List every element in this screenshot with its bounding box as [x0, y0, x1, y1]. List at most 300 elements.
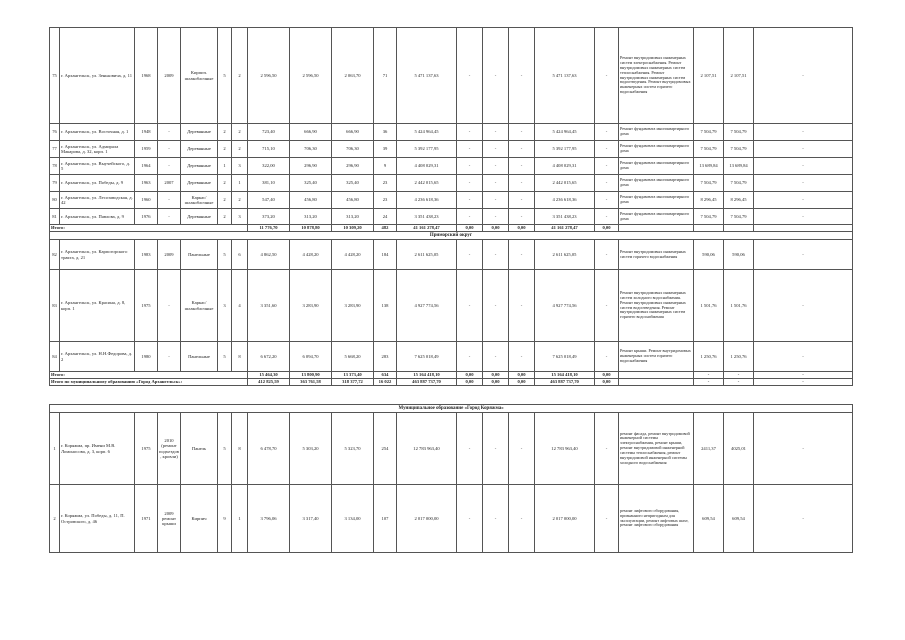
cell-fl: 9	[218, 485, 232, 553]
cell-tot: 5 392 177,95	[397, 141, 457, 158]
cell-mb: -	[509, 240, 535, 270]
table-row	[50, 270, 853, 342]
cell-ppl: 24	[374, 209, 397, 225]
cell-y2: -	[158, 342, 181, 372]
table-row	[50, 28, 853, 124]
cell-c3: -	[754, 270, 853, 342]
total-label: Итого:	[50, 372, 248, 379]
grand-total-row	[50, 379, 853, 386]
cell-ppl: 71	[374, 28, 397, 124]
grand-owners: 463 887 737,70	[535, 379, 595, 386]
cell-s2: 4 428,20	[290, 240, 332, 270]
cell-c2: 1 501,76	[724, 270, 754, 342]
cell-y2: -	[158, 270, 181, 342]
cell-own: 7 625 018,49	[535, 342, 595, 372]
cell-addr: г. Архангельск, ул. Лесозаводская, д. 42	[60, 192, 135, 209]
cell-works: Ремонт фундамента многоквартирного дома	[619, 124, 694, 141]
cell-own: 3 351 438,23	[535, 209, 595, 225]
total-cost-limit-3: -	[754, 372, 853, 379]
cell-oth: -	[595, 141, 619, 158]
cell-tot: 12 783 963,40	[397, 413, 457, 485]
cell-wall: Деревянные	[181, 209, 218, 225]
grand-total-label: Итого по муниципальному образованию «Город Архангельск»:	[50, 379, 248, 386]
cell-c3: -	[754, 342, 853, 372]
grand-municipal: 0,00	[509, 379, 535, 386]
cell-mb: -	[509, 342, 535, 372]
cell-c2: 7 504,79	[724, 124, 754, 141]
cell-works: Ремонт внутридомовых инженерных систем холодного водоснабжения. Ремонт внутридомовых инженерных систем водоотведения. Ремонт внутридомовых инженерных систем горячего водоснабжения	[619, 270, 694, 342]
total-other: 0,00	[595, 372, 619, 379]
cell-y1: 1975	[135, 270, 158, 342]
cell-works: Ремонт фундамента многоквартирного дома	[619, 192, 694, 209]
cell-c2: 2 107,51	[724, 28, 754, 124]
cell-c1: 1 501,76	[694, 270, 724, 342]
total-area-3: 10 309,20	[332, 225, 374, 232]
cell-addr: г. Коряжма, пр. Имени М.В. Ломоносова, д. 3, корп. 6	[60, 413, 135, 485]
cell-own: 12 783 963,40	[535, 413, 595, 485]
total-residents: 634	[374, 372, 397, 379]
cell-own: 5 424 964,45	[535, 124, 595, 141]
table-row	[50, 124, 853, 141]
total-federal: 0,00	[457, 372, 483, 379]
cell-s3: 456,80	[332, 192, 374, 209]
cell-own: 2 442 015,65	[535, 175, 595, 192]
cell-oth: -	[595, 124, 619, 141]
cell-n: 83	[50, 270, 60, 342]
cell-oth: -	[595, 209, 619, 225]
cell-s1: 381,10	[248, 175, 290, 192]
cell-oth: -	[595, 240, 619, 270]
cell-works: ремонт лифтового оборудования, признанного непригодным для эксплуатации, ремонт лифтовых шахт, ремонт лифтового оборудования	[619, 485, 694, 553]
cell-n: 1	[50, 413, 60, 485]
cell-works: Ремонт фундамента многоквартирного дома	[619, 175, 694, 192]
grand-cost: 463 887 737,70	[397, 379, 457, 386]
cell-addr: г. Архангельск, ул. Зеньковича, д. 11	[60, 28, 135, 124]
cell-oth: -	[595, 192, 619, 209]
cell-en: 6	[232, 240, 248, 270]
register-table-koryazhma	[49, 404, 853, 553]
table-row	[50, 175, 853, 192]
cell-s3: 5 323,70	[332, 413, 374, 485]
cell-c2: 590,06	[724, 240, 754, 270]
total-area-2: 10 878,80	[290, 225, 332, 232]
cell-c3: -	[754, 209, 853, 225]
cell-addr: г. Архангельск, ул. Карпогорского тракта, д. 21	[60, 240, 135, 270]
cell-c2: 609,54	[724, 485, 754, 553]
cell-y2: -	[158, 124, 181, 141]
cell-oth: -	[595, 175, 619, 192]
cell-y1: 1983	[135, 240, 158, 270]
cell-wall: Панельные	[181, 240, 218, 270]
cell-en: 2	[232, 141, 248, 158]
grand-cost-limit-1: -	[694, 379, 724, 386]
cell-n: 75	[50, 28, 60, 124]
cell-c1: 2 107,51	[694, 28, 724, 124]
cell-wall: Каркас/ шлакоблочные	[181, 270, 218, 342]
cell-s3: 296,90	[332, 158, 374, 175]
cell-y1: 1975	[135, 413, 158, 485]
cell-c3: -	[754, 192, 853, 209]
cell-mb: -	[509, 28, 535, 124]
grand-residents: 16 022	[374, 379, 397, 386]
total-cost: 41 161 278,47	[397, 225, 457, 232]
cell-works: ремонт фасада, ремонт внутридомовой инженерной системы электроснабжения, ремонт крыши, ремонт внутридомовой инженерной системы теплоснабжения, ремонт внутридомовой инженерной системы холодного водоснабжения	[619, 413, 694, 485]
table-row	[50, 342, 853, 372]
cell-wall: Кирпич	[181, 485, 218, 553]
table-row	[50, 192, 853, 209]
total-other: 0,00	[595, 225, 619, 232]
cell-tot: 2 017 000,00	[397, 485, 457, 553]
cell-fl: 2	[218, 124, 232, 141]
total-label: Итого:	[50, 225, 248, 232]
total-residents: 482	[374, 225, 397, 232]
cell-n: 79	[50, 175, 60, 192]
total-owners: 15 164 418,10	[535, 372, 595, 379]
cell-fb: -	[457, 209, 483, 225]
cell-fb: -	[457, 270, 483, 342]
cell-mb: -	[509, 175, 535, 192]
cell-rb: -	[483, 28, 509, 124]
cell-c1: 1 250,76	[694, 342, 724, 372]
cell-wall: Каркас/ шлакоблочные	[181, 192, 218, 209]
cell-addr: г. Архангельск, ул. Восточная, д. 1	[60, 124, 135, 141]
total-cost-limit-1: -	[694, 372, 724, 379]
cell-works: Ремонт внутридомовых инженерных систем горячего водоснабжения	[619, 240, 694, 270]
cell-n: 84	[50, 342, 60, 372]
cell-en: 2	[232, 192, 248, 209]
grand-area-3: 318 377,72	[332, 379, 374, 386]
cell-fb: -	[457, 28, 483, 124]
cell-s1: 373,20	[248, 209, 290, 225]
cell-mb: -	[509, 485, 535, 553]
cell-s2: 3 317,40	[290, 485, 332, 553]
cell-s2: 5 303,20	[290, 413, 332, 485]
cell-s3: 313,20	[332, 209, 374, 225]
cell-c2: 1 250,76	[724, 342, 754, 372]
total-regional: 0,00	[483, 225, 509, 232]
cell-works: Ремонт фундамента многоквартирного дома	[619, 141, 694, 158]
cell-y1: 1959	[135, 141, 158, 158]
total-row-1	[50, 225, 853, 232]
table-row	[50, 485, 853, 553]
cell-works: Ремонт фундамента многоквартирного дома	[619, 158, 694, 175]
cell-y2: 2009	[158, 28, 181, 124]
cell-rb: -	[483, 158, 509, 175]
cell-rb: -	[483, 485, 509, 553]
cell-c2: 7 504,79	[724, 141, 754, 158]
cell-tot: 5 471 137,63	[397, 28, 457, 124]
cell-fb: -	[457, 342, 483, 372]
total-owners: 41 161 278,47	[535, 225, 595, 232]
cell-ppl: 283	[374, 342, 397, 372]
cell-fb: -	[457, 485, 483, 553]
cell-y1: 1963	[135, 175, 158, 192]
cell-own: 4 408 029,31	[535, 158, 595, 175]
cell-y1: 1964	[135, 158, 158, 175]
cell-tot: 2 611 625,05	[397, 240, 457, 270]
total-cost-limit-2: -	[724, 372, 754, 379]
cell-ppl: 23	[374, 192, 397, 209]
cell-fl: 2	[218, 141, 232, 158]
cell-c1: 13 689,84	[694, 158, 724, 175]
total-cost: 15 164 418,10	[397, 372, 457, 379]
cell-mb: -	[509, 124, 535, 141]
cell-c3: -	[754, 141, 853, 158]
cell-tot: 4 236 618,36	[397, 192, 457, 209]
cell-s2: 3 283,90	[290, 270, 332, 342]
cell-c1: 609,54	[694, 485, 724, 553]
grand-cost-limit-3: -	[754, 379, 853, 386]
total-regional: 0,00	[483, 372, 509, 379]
cell-mb: -	[509, 158, 535, 175]
cell-c2: 7 504,79	[724, 209, 754, 225]
cell-addr: г. Архангельск, ул. Н.Н.Федорова, д. 2	[60, 342, 135, 372]
cell-y1: 1971	[135, 485, 158, 553]
cell-en: 1	[232, 485, 248, 553]
cell-c3: -	[754, 413, 853, 485]
register-table-main	[49, 27, 853, 386]
cell-addr: г. Коряжма, ул. Победы, д. 11, П. Островского, д. 46	[60, 485, 135, 553]
cell-c1: 7 504,79	[694, 209, 724, 225]
table-row	[50, 413, 853, 485]
cell-works: Ремонт фундамента многоквартирного дома	[619, 209, 694, 225]
cell-rb: -	[483, 240, 509, 270]
cell-fl: 2	[218, 175, 232, 192]
cell-s2: 6 094,70	[290, 342, 332, 372]
cell-y2: -	[158, 192, 181, 209]
cell-ppl: 39	[374, 141, 397, 158]
cell-s1: 2 596,50	[248, 28, 290, 124]
cell-oth: -	[595, 270, 619, 342]
cell-s3: 666,90	[332, 124, 374, 141]
cell-s1: 547,40	[248, 192, 290, 209]
section-title: Муниципальное образование «Город Коряжма»	[50, 405, 853, 413]
cell-y1: 1968	[135, 28, 158, 124]
cell-oth: -	[595, 158, 619, 175]
cell-oth: -	[595, 342, 619, 372]
cell-s2: 325,40	[290, 175, 332, 192]
cell-c2: 13 689,84	[724, 158, 754, 175]
cell-addr: г. Архангельск, ул. Победы, д. 9	[60, 175, 135, 192]
cell-y1: 1960	[135, 192, 158, 209]
cell-s2: 313,20	[290, 209, 332, 225]
cell-rb: -	[483, 342, 509, 372]
cell-addr: г. Архангельск, ул. Павлова, д. 9	[60, 209, 135, 225]
cell-y2: 2009	[158, 240, 181, 270]
cell-wall: Панель	[181, 413, 218, 485]
grand-cost-limit-2: -	[724, 379, 754, 386]
cell-tot: 3 351 438,23	[397, 209, 457, 225]
cell-s2: 2 596,50	[290, 28, 332, 124]
cell-y1: 1980	[135, 342, 158, 372]
total-area-2: 13 800,90	[290, 372, 332, 379]
cell-en: 2	[232, 28, 248, 124]
cell-s2: 296,90	[290, 158, 332, 175]
cell-s3: 3 283,90	[332, 270, 374, 342]
cell-own: 5 392 177,95	[535, 141, 595, 158]
cell-ppl: 138	[374, 270, 397, 342]
cell-fb: -	[457, 175, 483, 192]
cell-rb: -	[483, 192, 509, 209]
cell-c2: 4025,01	[724, 413, 754, 485]
cell-ppl: 254	[374, 413, 397, 485]
cell-s2: 666,90	[290, 124, 332, 141]
cell-c1: 7 504,79	[694, 175, 724, 192]
cell-c1: 2411,37	[694, 413, 724, 485]
cell-own: 4 927 774,56	[535, 270, 595, 342]
cell-y2: -	[158, 141, 181, 158]
total-municipal: 0,00	[509, 225, 535, 232]
cell-n: 82	[50, 240, 60, 270]
cell-tot: 2 442 015,65	[397, 175, 457, 192]
cell-s1: 6 478,70	[248, 413, 290, 485]
cell-addr: г. Архангельск, ул. Выучейского, д. 5	[60, 158, 135, 175]
table-row	[50, 141, 853, 158]
cell-fb: -	[457, 141, 483, 158]
total-municipal: 0,00	[509, 372, 535, 379]
cell-s1: 6 672,20	[248, 342, 290, 372]
cell-c2: 8 296,45	[724, 192, 754, 209]
cell-tot: 5 424 964,45	[397, 124, 457, 141]
cell-fl: 5	[218, 413, 232, 485]
cell-y1: 1976	[135, 209, 158, 225]
cell-wall: Деревянные	[181, 175, 218, 192]
cell-ppl: 23	[374, 175, 397, 192]
cell-tot: 7 625 018,49	[397, 342, 457, 372]
cell-fl: 1	[218, 158, 232, 175]
cell-own: 4 236 618,36	[535, 192, 595, 209]
cell-own: 2 611 625,05	[535, 240, 595, 270]
cell-c2: 7 504,79	[724, 175, 754, 192]
cell-c3: -	[754, 485, 853, 553]
cell-s2: 706,30	[290, 141, 332, 158]
cell-s1: 723,40	[248, 124, 290, 141]
cell-fb: -	[457, 192, 483, 209]
cell-en: 1	[232, 175, 248, 192]
grand-area-2: 363 761,58	[290, 379, 332, 386]
cell-tot: 4 408 029,31	[397, 158, 457, 175]
cell-en: 2	[232, 124, 248, 141]
cell-ppl: 9	[374, 158, 397, 175]
cell-own: 5 471 137,63	[535, 28, 595, 124]
cell-rb: -	[483, 209, 509, 225]
cell-fl: 5	[218, 342, 232, 372]
cell-s1: 322,00	[248, 158, 290, 175]
cell-oth: -	[595, 413, 619, 485]
cell-s1: 3 351,60	[248, 270, 290, 342]
cell-n: 81	[50, 209, 60, 225]
cell-mb: -	[509, 209, 535, 225]
cell-en: 8	[232, 413, 248, 485]
cell-n: 80	[50, 192, 60, 209]
cell-fl: 5	[218, 28, 232, 124]
cell-rb: -	[483, 270, 509, 342]
cell-en: 3	[232, 209, 248, 225]
cell-own: 2 017 000,00	[535, 485, 595, 553]
cell-s3: 4 428,20	[332, 240, 374, 270]
total-federal: 0,00	[457, 225, 483, 232]
section-row	[50, 232, 853, 240]
cell-s1: 715,10	[248, 141, 290, 158]
cell-rb: -	[483, 141, 509, 158]
table-row	[50, 209, 853, 225]
cell-fb: -	[457, 158, 483, 175]
grand-regional: 0,00	[483, 379, 509, 386]
cell-s3: 2 063,70	[332, 28, 374, 124]
cell-n: 2	[50, 485, 60, 553]
cell-works: Ремонт внутридомовых инженерных систем электроснабжения. Ремонт внутридомовых инженерных систем теплоснабжения. Ремонт внутридомовых инженерных систем водоотведения. Ремонт внутридомовых инженерных систем горячего водоснабжения	[619, 28, 694, 124]
cell-s3: 5 668,20	[332, 342, 374, 372]
cell-s3: 3 134,00	[332, 485, 374, 553]
grand-area-1: 412 825,59	[248, 379, 290, 386]
cell-s1: 3 796,06	[248, 485, 290, 553]
cell-y2: 2007	[158, 175, 181, 192]
cell-wall: Деревянные	[181, 141, 218, 158]
cell-wall: Кирпич. шлакоблочные	[181, 28, 218, 124]
table-row	[50, 158, 853, 175]
cell-addr: г. Архангельск, ул. Адмирала Макарова, д. 32, корп. 1	[60, 141, 135, 158]
cell-c3: -	[754, 158, 853, 175]
cell-mb: -	[509, 413, 535, 485]
cell-en: 3	[232, 158, 248, 175]
cell-fl: 3	[218, 270, 232, 342]
grand-federal: 0,00	[457, 379, 483, 386]
cell-c3: -	[754, 124, 853, 141]
cell-c1: 590,06	[694, 240, 724, 270]
cell-wall: Деревянные	[181, 158, 218, 175]
cell-fl: 5	[218, 240, 232, 270]
cell-s2: 456,80	[290, 192, 332, 209]
total-area-1: 15 464,30	[248, 372, 290, 379]
cell-ppl: 107	[374, 485, 397, 553]
cell-mb: -	[509, 270, 535, 342]
cell-wall: Панельные	[181, 342, 218, 372]
cell-n: 76	[50, 124, 60, 141]
cell-s1: 4 862,50	[248, 240, 290, 270]
cell-n: 77	[50, 141, 60, 158]
cell-c1: 8 296,45	[694, 192, 724, 209]
cell-fl: 2	[218, 192, 232, 209]
cell-addr: г. Архангельск, ул. Красина, д. 8, корп. 1	[60, 270, 135, 342]
cell-rb: -	[483, 413, 509, 485]
cell-c1: 7 504,79	[694, 141, 724, 158]
cell-wall: Деревянные	[181, 124, 218, 141]
cell-ppl: 36	[374, 124, 397, 141]
cell-mb: -	[509, 141, 535, 158]
cell-rb: -	[483, 124, 509, 141]
cell-s3: 325,40	[332, 175, 374, 192]
total-area-3: 13 373,40	[332, 372, 374, 379]
section-row	[50, 405, 853, 413]
cell-y2: -	[158, 158, 181, 175]
cell-tot: 4 927 774,56	[397, 270, 457, 342]
cell-works: Ремонт крыши. Ремонт внутридомовых инженерных систем горячего водоснабжения	[619, 342, 694, 372]
cell-y2: -	[158, 209, 181, 225]
cell-mb: -	[509, 192, 535, 209]
grand-other: 0,00	[595, 379, 619, 386]
cell-en: 8	[232, 342, 248, 372]
section-title: Приморский округ	[50, 232, 853, 240]
cell-fb: -	[457, 124, 483, 141]
cell-c3: -	[754, 240, 853, 270]
cell-y1: 1948	[135, 124, 158, 141]
cell-c1: 7 504,79	[694, 124, 724, 141]
cell-c3: -	[754, 175, 853, 192]
cell-s3: 706,30	[332, 141, 374, 158]
cell-fb: -	[457, 413, 483, 485]
cell-ppl: 184	[374, 240, 397, 270]
cell-fl: 2	[218, 209, 232, 225]
